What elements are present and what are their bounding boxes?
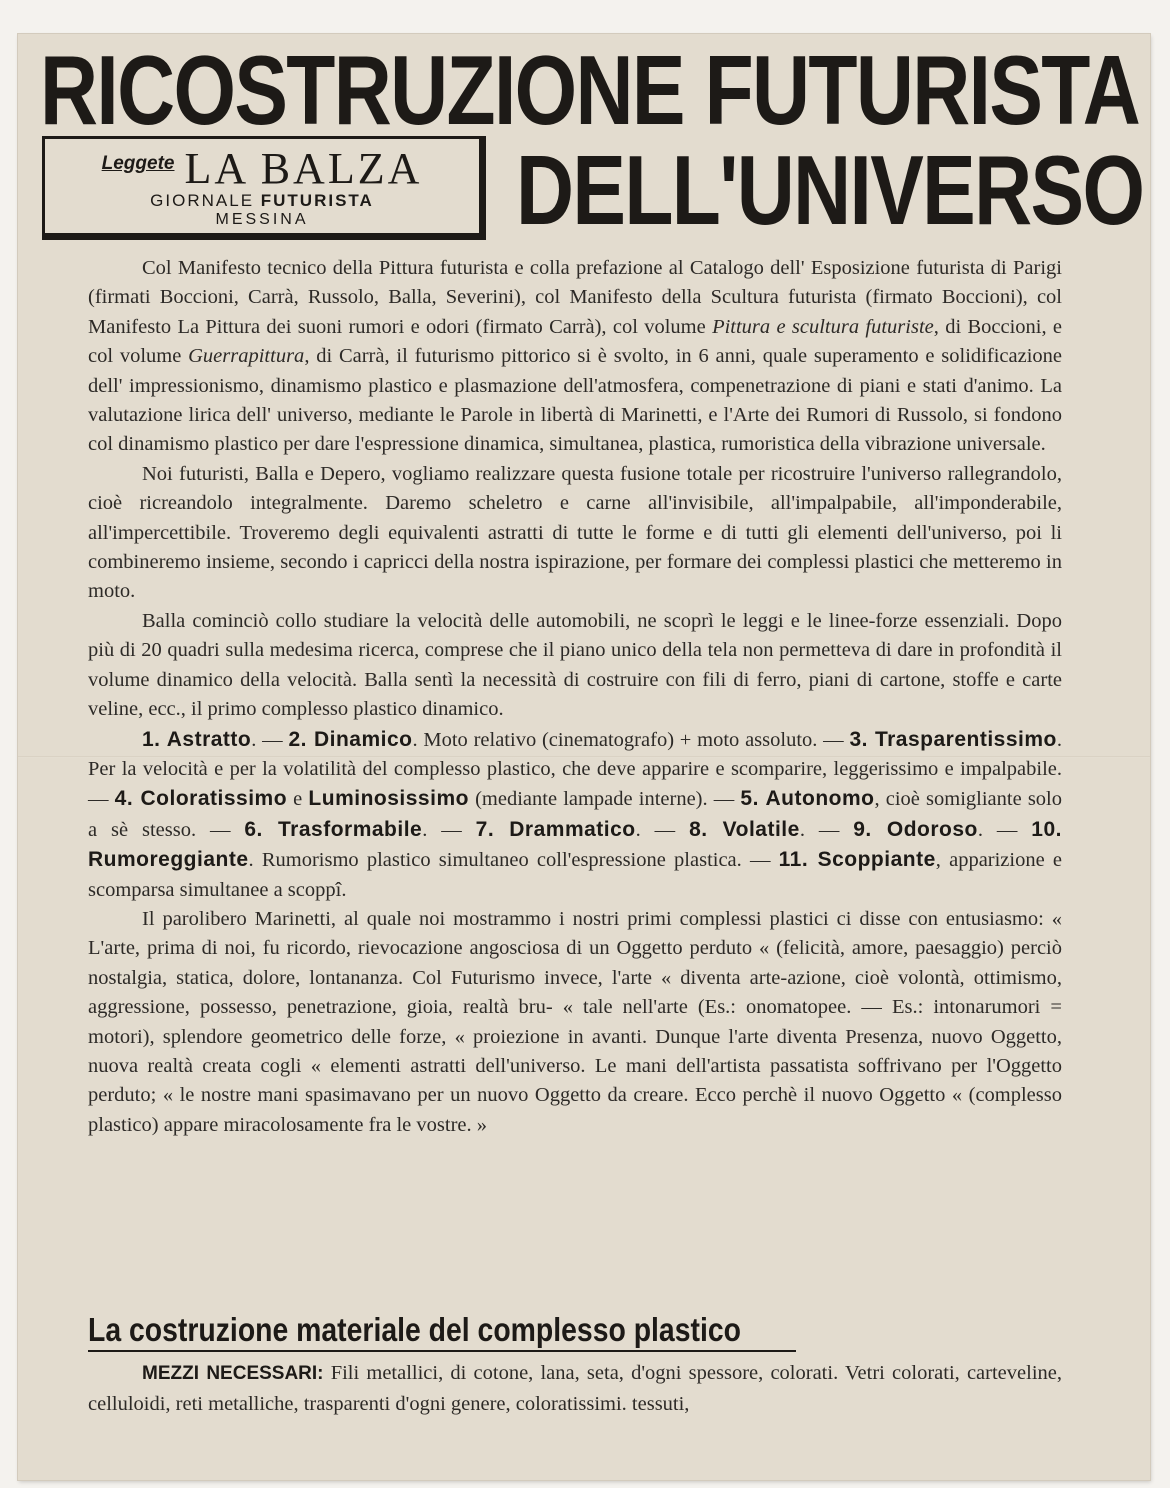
quality-8: 8. Volatile bbox=[689, 817, 800, 841]
paragraph-3: Balla cominciò collo studiare la velocità delle automobili, ne scoprì le leggi e le linee-forze essenziali. Dopo più di 20 quadri sulla medesima ricerca, comprese che il piano unico della tela non permetteva di dare in profondità il volume dinamico della velocità. Balla sentì la necessità di costruire con fili di ferro, piani di cartone, stoffe e carte veline, ecc., il primo complesso plastico dinamico. bbox=[88, 609, 1062, 721]
quality-6: 6. Trasformabile bbox=[244, 817, 423, 841]
ad-giornale: GIORNALE bbox=[150, 191, 255, 210]
mezzi-label: MEZZI NECESSARI: bbox=[142, 1363, 324, 1384]
ad-leggete: Leggete bbox=[101, 153, 175, 174]
manifesto-body bbox=[88, 254, 1062, 1140]
paragraph-2: Noi futuristi, Balla e Depero, vogliamo realizzare questa fusione totale per ricostruire l'universo rallegrandolo, cioè ricreandolo integralmente. Daremo scheletro e carne all'invisibile, all'impalpabile, all'imponderabile, all'impercettibile. Troveremo degli equivalenti astratti di tutte le forme e di tutti gli elementi dell'universo, poi li combineremo insieme, secondo i capricci della nostra ispirazione, per formare dei complessi plastici che metteremo in moto. bbox=[88, 462, 1062, 603]
main-title-line1: RICOSTRUZIONE FUTURISTA bbox=[40, 35, 1140, 145]
ad-futurista: FUTURISTA bbox=[260, 191, 374, 210]
mezzi-text: Fili metallici, di cotone, lana, seta, d'ogni spessore, colorati. Vetri colorati, carteveline, celluloidi, reti metalliche, trasparenti d'ogni genere, coloratissimi. tessuti, bbox=[88, 1362, 1062, 1415]
paragraph-1: Col Manifesto tecnico della Pittura futurista e colla prefazione al Catalogo dell' Esposizione futurista di Parigi (firmati Boccioni, Carrà, Russolo, Balla, Severini), col Manifesto della Scultura futurista (firmato Boccioni), col Manifesto La Pittura dei suoni rumori e odori (firmato Carrà), col volume Pittura e scultura futuriste, di Boccioni, e col volume Guerrapittura, di Carrà, il futurismo pittorico si è svolto, in 6 anni, quale superamento e solidificazione dell' impressionismo, dinamismo plastico e plasmazione dell'atmosfera, compenetrazione di piani e stati d'animo. La valutazione lirica dell' universo, mediante le Parole in libertà di Marinetti, e l'Arte dei Rumori di Russolo, si fondono col dinamismo plastico per dare l'espressione dinamica, simultanea, plastica, rumoristica della vibrazione universale. bbox=[88, 257, 1063, 456]
quality-5: 5. Autonomo bbox=[740, 787, 875, 811]
main-title-line2: DELL'UNIVERSO bbox=[516, 135, 1144, 245]
quality-7: 7. Drammatico bbox=[475, 817, 636, 841]
paragraph-4-qualities: 1. Astratto. — 2. Dinamico. Moto relativo (cinematografo) + moto assoluto. — 3. Trasparentissimo. Per la velocità e per la volatilità del complesso plastico, che deve apparire e scomparire, leggerissimo e impalpabile. — 4. Coloratissimo e Luminosissimo (mediante lampade interne). — 5. Autonomo, cioè somigliante solo a sè stesso. — 6. Trasformabile. — 7. Drammatico. — 8. Volatile. — 9. Odoroso. — 10. Rumoreggiante. Rumorismo plastico simultaneo coll'espressione plastica. — 11. Scoppiante, apparizione e scomparsa simultanee a scoppî. bbox=[88, 727, 1062, 901]
quality-11: 11. Scoppiante bbox=[778, 848, 936, 872]
book-title-guerrapittura: Guerrapittura bbox=[188, 345, 305, 368]
quality-4b: Luminosissimo bbox=[308, 787, 469, 811]
section-title: La costruzione materiale del complesso plastico bbox=[88, 1311, 741, 1348]
quality-1: 1. Astratto bbox=[142, 727, 252, 751]
ad-la-balza: LA BALZA bbox=[184, 144, 423, 193]
quality-4a: 4. Coloratissimo bbox=[114, 787, 288, 811]
ad-city: MESSINA bbox=[215, 211, 309, 228]
book-title-pittura: Pittura e scultura futuriste bbox=[712, 315, 934, 338]
quality-9: 9. Odoroso bbox=[853, 817, 978, 841]
mezzi-necessari-paragraph bbox=[88, 1358, 1062, 1419]
quality-3: 3. Trasparentissimo bbox=[849, 727, 1057, 751]
quality-2: 2. Dinamico bbox=[288, 727, 413, 751]
section-title-underline bbox=[88, 1350, 796, 1352]
la-balza-advert bbox=[42, 136, 486, 240]
quality-10: 10. Rumoreggiante bbox=[88, 817, 1062, 872]
paragraph-5-marinetti-quote: Il parolibero Marinetti, al quale noi mostrammo i nostri primi complessi plastici ci disse con entusiasmo: « L'arte, prima di noi, fu ricordo, rievocazione angosciosa di un Oggetto perduto « (felicità, amore, paesaggio) perciò nostalgia, statica, dolore, lontananza. Col Futurismo invece, l'arte « diventa arte-azione, cioè volontà, ottimismo, aggressione, possesso, penetrazione, gioia, realtà bru- « tale nell'arte (Es.: onomatopee. — Es.: intonarumori = motori), splendore geometrico delle forze, « proiezione in avanti. Dunque l'arte diventa Presenza, nuovo Oggetto, nuova realtà creata cogli « elementi astratti dell'universo. Le mani dell'artista passatista soffrivano per l'Oggetto perduto; « le nostre mani spasimavano per un nuovo Oggetto da creare. Ecco perchè il nuovo Oggetto « (complesso plastico) appare miracolosamente fra le vostre. » bbox=[88, 907, 1062, 1136]
